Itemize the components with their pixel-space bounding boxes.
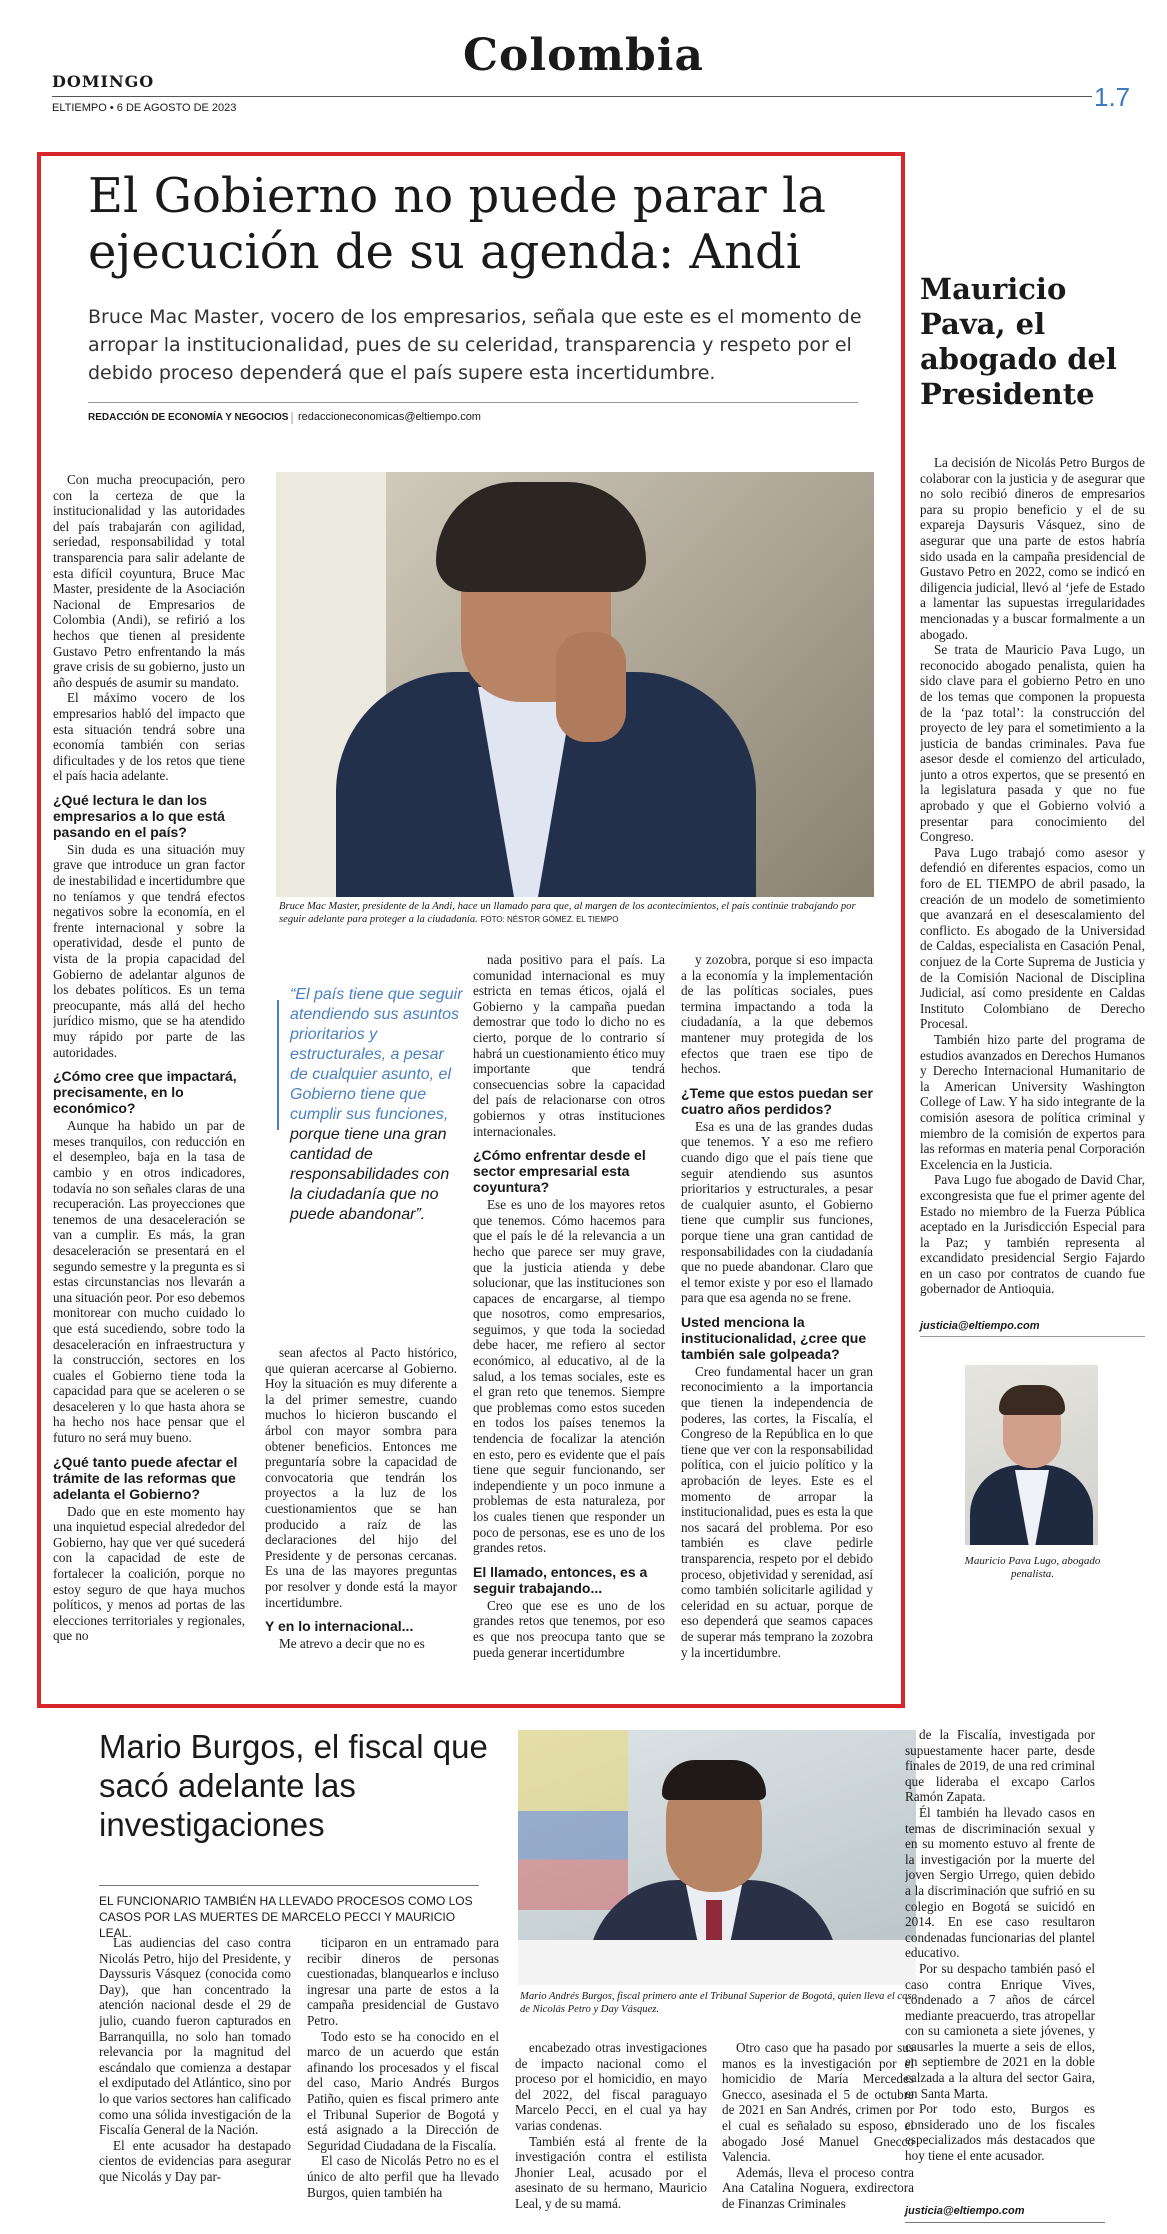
date-line: ELTIEMPO • 6 DE AGOSTO DE 2023 xyxy=(52,102,237,114)
body-paragraph: Por su despacho también pasó el caso contra Enrique Vives, condenado a 7 años de cárcel mediante preacuerdo, tras atropellar con su camioneta a siete jóvenes, y causarles la muerte a seis de ellos, en septiembre de 2021 en la doble calzada a la altura del sector Gaira, en Santa Marta. xyxy=(905,1960,1095,2101)
lower-body-column-4 xyxy=(722,2040,914,2225)
body-paragraph: Pava Lugo fue abogado de David Char, excongresista que fue el primer agente del Estado no miembro de la Fuerza Pública aceptado en la Jurisdicción Especial para la Paz; y también representa al excandidato presidencial Sergio Fajardo en un caso por contratos de cuando fue gobernador de Antioquia. xyxy=(920,1172,1145,1297)
lower-email-link[interactable]: justicia@eltiempo.com xyxy=(905,2205,1025,2217)
interview-question: ¿Qué lectura le dan los empresarios a lo que está pasando en el país? xyxy=(53,791,225,840)
main-body-column-1 xyxy=(53,472,245,1682)
pull-quote xyxy=(290,985,465,1225)
lower-photo-caption: Mario Andrés Burgos, fiscal primero ante el Tribunal Superior de Bogotá, quien lleva el caso de Nicolás Petro y Day Vásquez. xyxy=(520,1991,917,2015)
body-paragraph: Aunque ha habido un par de meses tranquilos, con reducción en el desempleo, baja en la tasa de cambio y en otros indicadores, todavía no son señales claras de una recuperación. Las proyecciones que tenemos de una desaceleración se van a cumplir. Es más, la gran desaceleración se presentará en el segundo semestre y la pregunta es si estas circunstancias nos llevarán a una situación peor. Por eso debemos monitorear con mucho cuidado lo que está sucediendo, sobre todo la desaceleración en infraestructura y la construcción, sectores en los cuales el Gobierno tiene toda la capacidad para que se aceleren o se desaceleren y lo que hasta ahora se ha hecho nos hace pensar que el futuro no será muy bueno. xyxy=(53,1118,245,1446)
interview-question: ¿Cómo enfrentar desde el sector empresarial esta coyuntura? xyxy=(473,1147,646,1196)
byline-separator: | xyxy=(290,410,295,424)
interview-question: ¿Qué tanto puede afectar el trámite de las reformas que adelanta el Gobierno? xyxy=(53,1453,238,1502)
body-paragraph: Me atrevo a decir que no es xyxy=(279,1636,425,1652)
body-paragraph: sean afectos al Pacto histórico, que quieran acercarse al Gobierno. Hoy la situación es muy diferente a la del primer semestre, cuando muchos lo hicieron buscando el árbol con mayor sombra para obtener beneficios. Entonces me preguntaría sobre la capacidad de convocatoria que tendrán los proyectos a la luz de los cuestionamientos que se han producido a raíz de las declaraciones del hijo del Presidente y de personas cercanas. Es una de las mayores preguntas por resolver y donde está la mayor incertidumbre. xyxy=(265,1345,457,1610)
mauricio-pava-photo xyxy=(965,1365,1098,1545)
mario-burgos-photo xyxy=(518,1730,916,1985)
lower-body-column-2 xyxy=(307,1935,499,2225)
body-paragraph: También hizo parte del programa de estudios avanzados en Derechos Humanos y Derecho Internacional Humanitario de la American University Washington College of Law. Y ha sido integrante de la comisión asesora de política criminal y miembro de la comisión de expertos para las reformas en materia penal Corporación Excelencia en la Justicia. xyxy=(920,1031,1145,1172)
masthead-divider xyxy=(52,96,1092,97)
body-paragraph: Él también ha llevado casos en temas de discriminación sexual y en su momento estuvo al frente de la investigación por la muerte del joven Sergio Urrego, quien debido a la discriminación que sufrió en su colegio en Bogotá se suicidó en 2014. En ese caso resultaron condenadas funcionarias del plantel educativo. xyxy=(905,1804,1095,1961)
main-deck: Bruce Mac Master, vocero de los empresarios, señala que este es el momento de arropar la institucionalidad, pues de su celeridad, transparencia y respeto por el debido proceso dependerá que el país supere esta incertidumbre. xyxy=(88,306,862,384)
lower-deck-divider xyxy=(99,1885,479,1886)
main-body-column-4 xyxy=(681,952,873,1684)
interview-question: ¿Cómo cree que impactará, precisamente, en lo económico? xyxy=(53,1068,237,1117)
body-paragraph: nada positivo para el país. La comunidad internacional es muy estricta en temas éticos, ojalá el Gobierno y la campaña puedan demostrar que todo lo dicho no es cierto, porque de lo contrario sí habrá un cuestionamiento ético muy importante que tendrá consecuencias sobre la capacidad del país de relacionarse con otros gobiernos y otras instituciones internacionales. xyxy=(473,952,665,1139)
body-paragraph: Se trata de Mauricio Pava Lugo, un reconocido abogado penalista, quien ha sido clave para el gobierno Petro en uno de los temas que componen la propuesta de la ‘paz total’: la construcción del proyecto de ley para el sometimiento a la justicia de bandas criminales. Pava fue asesor desde el comienzo del articulado, junto a otros expertos, que se presentó en la legislatura pasada y que no fue aprobado y que el Gobierno volvió a presentar para conocimiento del Congreso. xyxy=(920,642,1145,845)
body-paragraph: Con mucha preocupación, pero con la certeza de que la institucionalidad y las autoridades del país trabajarán con agilidad, seriedad, responsabilidad y total transparencia para salir adelante de esta difícil coyuntura, Bruce Mac Master, presidente de la Asociación Nacional de Empresarios de Colombia (Andi), se refirió a los hechos que tienen al presidente Gustavo Petro enfrentando la más grave crisis de su gobierno, justo un año después de asumir su mandato. xyxy=(53,472,245,690)
lower-headline: Mario Burgos, el fiscal que sacó adelante las investigaciones xyxy=(99,1728,488,1843)
lower-body-column-3 xyxy=(515,2040,707,2225)
pull-quote-bar xyxy=(277,1000,279,1130)
body-paragraph: Otro caso que ha pasado por sus manos es la investigación por el homicidio de María Mercedes Gnecco, asesinada el 5 de octubre de 2021 en San Andrés, crimen por el cual es señalado su esposo, el abogado José Manuel Gnecco Valencia. xyxy=(722,2040,914,2165)
body-paragraph: El ente acusador ha destapado cientos de evidencias para asegurar que Nicolás y Day par- xyxy=(99,2137,291,2184)
bruce-mac-master-photo xyxy=(276,472,874,897)
photo-credit: FOTO: NÉSTOR GÓMEZ. EL TIEMPO xyxy=(480,915,619,924)
interview-question: Usted menciona la institucionalidad, ¿cree que también sale golpeada? xyxy=(681,1313,867,1362)
byline-divider xyxy=(88,402,858,403)
main-headline: El Gobierno no puede parar la ejecución de su agenda: Andi xyxy=(88,168,826,280)
body-paragraph: Todo esto se ha conocido en el marco de un acuerdo que están afinando los procesados y el fiscal del caso, Mario Andrés Burgos Patiño, quien es fiscal primero ante el Tribunal Superior de Bogotá y está asignado a la Dirección de Seguridad Ciudadana de la Fiscalía. xyxy=(307,2028,499,2153)
section-title: Colombia xyxy=(463,30,704,81)
body-paragraph: Sin duda es una situación muy grave que introduce un gran factor de inestabilidad e incertidumbre que no teníamos y que tendrá efectos negativos sobre la economía, en el frente internacional y sobre la operatividad, desde el punto de vista de la propia capacidad del Gobierno de adelantar algunos de los debates políticos. Es un tema preocupante, más allá del hecho jurídico mismo, que se ha atendido muy rápido por parte de las autoridades. xyxy=(53,841,245,1060)
pull-quote-rest: porque tiene una gran cantidad de responsabilidades con la ciudadanía que no puede abandonar”. xyxy=(290,1126,450,1223)
interview-question: ¿Teme que estos puedan ser cuatro años perdidos? xyxy=(681,1084,873,1117)
lower-deck: EL FUNCIONARIO TAMBIÉN HA LLEVADO PROCESOS COMO LOS CASOS POR LAS MUERTES DE MARCELO PECCI Y MAURICIO LEAL. xyxy=(99,1894,473,1940)
interview-question: El llamado, entonces, es a seguir trabajando... xyxy=(473,1563,648,1596)
body-paragraph: ticiparon en un entramado para recibir dineros de personas cuestionadas, blanquearlos e incluso ingresar una parte de estos a la campaña presidencial de Gustavo Petro. xyxy=(307,1935,499,2028)
body-paragraph: También está al frente de la investigación contra el estilista Jhonier Leal, acusado por el asesinato de su hermano, Mauricio Leal, y de su mamá. xyxy=(515,2133,707,2211)
pull-quote-highlight: “El país tiene que seguir atendiendo sus asuntos prioritarios y estructurales, a pesar de cualquier asunto, el Gobierno tiene que cumplir sus funciones, xyxy=(290,986,463,1123)
lower-end-divider xyxy=(905,2222,1105,2223)
sidebar-body xyxy=(920,455,1145,1320)
body-paragraph: Además, lleva el proceso contra Ana Catalina Noguera, exdirectora de Finanzas Criminales xyxy=(722,2164,914,2211)
lower-body-column-1 xyxy=(99,1935,291,2225)
byline-email-link[interactable]: redaccioneconomicas@eltiempo.com xyxy=(298,411,481,423)
body-paragraph: La decisión de Nicolás Petro Burgos de colaborar con la justicia y de asegurar que no solo recibió dineros de empresarios para su propio beneficio y el de su expareja Daysuris Vásquez, sino de asegurar que una parte de estos habría sido usada en la campaña presidencial de Gustavo Petro en 2022, como se indicó en diligencia judicial, llevó al ‘jefe de Estado a lamentar las supuestas irregularidades mencionadas y a buscar formalmente a un abogado. xyxy=(920,455,1145,642)
body-paragraph: Ese es uno de los mayores retos que tenemos. Cómo hacemos para que el país le dé la relevancia a un hecho que parece ser muy grave, que la justicia atienda y debe solucionar, que las instituciones son capaces de encargarse, al tiempo que nosotros, como empresarios, seguimos, y que toda la sociedad debe hacer, me refiero al sector económico, al educativo, al de la salud, a los temas sociales, este es el gran reto que tenemos. Siempre que problemas como estos suceden en todos los países tenemos la tendencia de focalizar la atención en esto, pero es evidente que el país tiene que seguir funcionando, ser independiente y un poco inmune a problemas de esta naturaleza, por los cuales tienen que responder un poco de personas, ese es uno de los grandes retos. xyxy=(473,1197,665,1556)
byline: REDACCIÓN DE ECONOMÍA Y NEGOCIOS xyxy=(88,412,289,423)
body-paragraph: y zozobra, porque si eso impacta a la economía y la implementación de las políticas sociales, pues termina impactando a toda la ciudadanía, a la que debemos mantener muy protegida de los efectos que traen ese tipo de hechos. xyxy=(681,952,873,1077)
body-paragraph: El caso de Nicolás Petro no es el único de alto perfil que ha llevado Burgos, quien también ha xyxy=(307,2153,499,2200)
body-paragraph: encabezado otras investigaciones de impacto nacional como el proceso por el homicidio, en mayo del 2022, del fiscal paraguayo Marcelo Pecci, en el cual ya hay varias condenas. xyxy=(515,2040,707,2133)
body-paragraph: Por todo esto, Burgos es considerado uno de los fiscales especializados más destacados que hoy tiene el ente acusador. xyxy=(905,2101,1095,2164)
lower-body-column-5 xyxy=(905,1727,1095,2192)
sidebar-divider xyxy=(920,1336,1145,1337)
body-paragraph: El máximo vocero de los empresarios habló del impacto que esta situación tendrá sobre una economía también con serias dificultades y de los retos que tiene el país hacia adelante. xyxy=(53,690,245,784)
main-photo-caption-text: Bruce Mac Master, presidente de la Andi, hace un llamado para que, al margen de los acontecimientos, el país continúe trabajando por seguir adelante para proteger a la ciudadanía. xyxy=(279,901,856,925)
body-paragraph: Creo que ese es uno de los grandes retos que tenemos, por eso es que nos preocupa tanto que se pueda generar incertidumbre xyxy=(473,1597,665,1660)
body-paragraph: de la Fiscalía, investigada por supuestamente hacer parte, desde finales de 2019, de una red criminal que lideraba el excapo Carlos Ramón Zapata. xyxy=(905,1727,1095,1805)
main-body-column-2 xyxy=(265,1345,457,1685)
main-body-column-3 xyxy=(473,952,665,1684)
page-number: 1.7 xyxy=(1094,82,1131,112)
sidebar-email-link[interactable]: justicia@eltiempo.com xyxy=(920,1320,1040,1332)
body-paragraph: Pava Lugo trabajó como asesor y defendió en diferentes espacios, como un foro de EL TIEMPO de abril pasado, la creación de un modelo de sometimiento que avanzará en el desescalamiento del conflicto. Es abogado de la Universidad de Caldas, especialista en Casación Penal, conjuez de la Corte Suprema de Justicia y de la Comisión Nacional de Disciplina Judicial, así como presidente en Caldas Instituto Colombiano de Derecho Procesal. xyxy=(920,844,1145,1032)
body-paragraph: Dado que en este momento hay una inquietud especial alrededor del Gobierno, hay que ver qué sucederá con la capacidad de este de fortalecer la coalición, porque no estoy seguro de que haya muchos políticos, y menos ad portas de las elecciones territoriales y regionales, que no xyxy=(53,1503,245,1644)
main-photo-caption xyxy=(279,900,879,926)
body-paragraph: Esa es una de las grandes dudas que tenemos. Y a eso me refiero cuando digo que el país tiene que seguir atendiendo sus asuntos prioritarios y estructurales, a pesar de cualquier asunto, el Gobierno tiene que cumplir sus funciones, porque tiene una gran cantidad de responsabilidades con la ciudadanía que no puede abandonar. Claro que el temor existe y por eso el llamado para que esa agenda no se frene. xyxy=(681,1118,873,1306)
day-label: DOMINGO xyxy=(52,72,155,91)
body-paragraph: Creo fundamental hacer un gran reconocimiento a la importancia que tienen la independencia de poderes, las cortes, la Fiscalía, el Congreso de la República en lo que tiene que ver con la responsabilidad política, con el juicio político y la aprobación de leyes. Este es el momento de arropar la institucionalidad, pues es esta la que nos sacará del problema. Por eso también es clave pedirle transparencia, respeto por el debido proceso, objetividad y serenidad, así como también solicitarle agilidad y celeridad en su actuar, porque de eso dependerá que seamos capaces de superar más temprano la zozobra y la incertidumbre. xyxy=(681,1363,873,1660)
sidebar-headline: Mauricio Pava, el abogado del Presidente xyxy=(920,272,1117,411)
interview-question: Y en lo internacional... xyxy=(265,1618,414,1635)
sidebar-photo-caption: Mauricio Pava Lugo, abogado penalista. xyxy=(964,1555,1101,1580)
body-paragraph: Las audiencias del caso contra Nicolás Petro, hijo del Presidente, y Dayssuris Vásquez (conocida como Day), que han concentrado la atención nacional desde el 29 de julio, cuando fueron capturados en Barranquilla, no solo han tomado relevancia por la magnitud del escándalo que comienza a destapar el exdiputado del Atlántico, sino por lo que varios sectores han calificado como una sólida investigación de la Fiscalía General de la Nación. xyxy=(99,1935,291,2138)
